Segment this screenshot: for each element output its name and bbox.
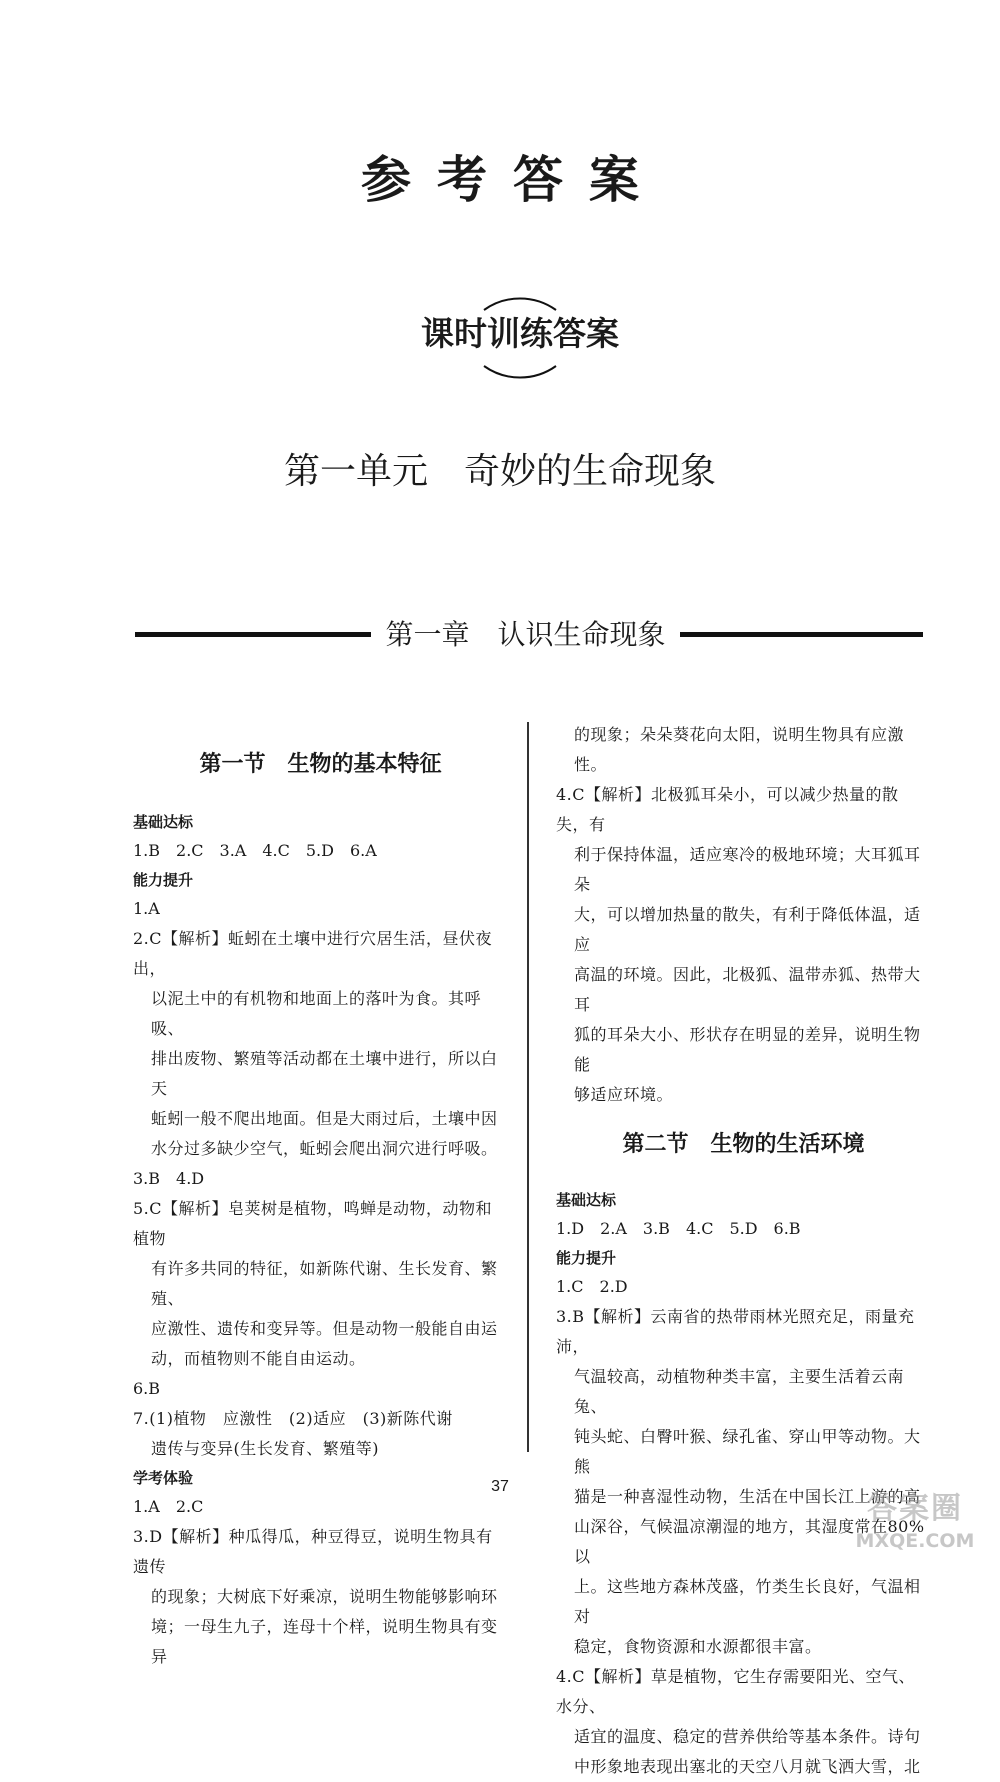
text-line: 利于保持体温，适应寒冷的极地环境；大耳狐耳朵 [574,845,921,894]
answer-paragraph [133,1522,508,1672]
page-number: 37 [491,1478,509,1495]
unit-title: 第一单元 奇妙的生命现象 [283,451,716,492]
chapter-heading [135,612,923,658]
chapter-title: 第一章 认识生命现象 [385,618,666,651]
basic-heading: 基础达标 [556,1191,617,1209]
text-line: 境；一母生九子，连母十个样，说明生物具有变异 [151,1617,498,1666]
answer-line: 6.B [133,1379,161,1398]
text-line: 7.(1)植物 应激性 (2)适应 (3)新陈代谢 [133,1409,453,1428]
answer-line: 1.C 2.D [556,1277,628,1296]
text-line: 遗传与变异(生长发育、繁殖等) [151,1439,379,1458]
text-line: 3.B【解析】云南省的热带雨林光照充足，雨量充沛， [556,1307,915,1356]
basic-answers: 1.B 2.C 3.A 4.C 5.D 6.A [133,841,377,860]
answer-paragraph [133,1404,508,1464]
text-line: 蚯蚓一般不爬出地面。但是大雨过后，土壤中因 [151,1109,498,1128]
answer-line: 3.B 4.D [133,1169,205,1188]
section-badge [400,280,640,390]
answer-line: 1.A 2.C [133,1497,204,1516]
text-line: 4.C【解析】北极狐耳朵小，可以减少热量的散失，有 [556,785,899,834]
text-line: 3.D【解析】种瓜得瓜，种豆得豆，说明生物具有遗传 [133,1527,493,1576]
text-line: 动，而植物则不能自由运动。 [151,1349,366,1368]
right-column [556,720,931,1782]
text-line: 钝头蛇、白臀叶猴、绿孔雀、穿山甲等动物。大熊 [574,1427,921,1476]
text-line: 排出废物、繁殖等活动都在土壤中进行，所以白天 [151,1049,498,1098]
text-line: 水分过多缺少空气，蚯蚓会爬出洞穴进行呼吸。 [151,1139,498,1158]
badge-title: 课时训练答案 [421,314,619,353]
text-line: 稳定，食物资源和水源都很丰富。 [574,1637,822,1656]
text-line: 气温较高，动植物种类丰富，主要生活着云南兔、 [574,1367,905,1416]
text-line: 高温的环境。因此，北极狐、温带赤狐、热带大耳 [574,965,921,1014]
section-title: 第二节 生物的生活环境 [622,1132,865,1157]
text-line: 4.C【解析】草是植物，它生存需要阳光、空气、水分、 [556,1667,916,1716]
text-line: 的现象；大树底下好乘凉，说明生物能够影响环 [151,1587,498,1606]
section-title: 第一节 生物的基本特征 [199,752,442,777]
text-line: 山深谷，气候温凉潮湿的地方，其湿度常在80%以 [574,1517,925,1566]
text-line: 5.C【解析】皂荚树是植物，鸣蝉是动物，动物和植物 [133,1199,493,1248]
exam-heading: 学考体验 [133,1469,194,1487]
text-line: 以泥土中的有机物和地面上的落叶为食。其呼吸、 [151,989,482,1038]
column-divider [527,722,529,1452]
watermark-logo-text: 答案圈 [867,1491,963,1526]
text-line: 够适应环境。 [574,1085,674,1104]
page-title: 参考答案 [361,151,665,209]
watermark-logo [830,1490,1000,1557]
left-column [133,732,508,1672]
text-line: 的现象；朵朵葵花向太阳，说明生物具有应激性。 [574,725,905,774]
text-line: 上。这些地方森林茂盛，竹类生长良好，气温相对 [574,1577,921,1626]
ability-heading: 能力提升 [133,871,194,889]
chapter-rule-right [680,632,923,637]
answer-paragraph [556,780,931,1110]
answer-paragraph [556,1662,931,1782]
basic-answers: 1.D 2.A 3.B 4.C 5.D 6.B [556,1219,801,1238]
answer-paragraph [133,924,508,1164]
text-line: 2.C【解析】蚯蚓在土壤中进行穴居生活，昼伏夜出， [133,929,493,978]
text-line: 狐的耳朵大小、形状存在明显的差异，说明生物能 [574,1025,921,1074]
answer-paragraph [133,1194,508,1374]
text-line: 大，可以增加热量的散失，有利于降低体温，适应 [574,905,921,954]
text-line: 应激性、遗传和变异等。但是动物一般能自由运 [151,1319,498,1338]
answer-line: 1.A [133,899,160,918]
text-line: 中形象地表现出塞北的天空八月就飞洒大雪，北 [574,1757,921,1776]
basic-heading: 基础达标 [133,813,194,831]
text-line: 有许多共同的特征，如新陈代谢、生长发育、繁殖、 [151,1259,498,1308]
chapter-rule-left [135,632,371,637]
text-line: 猫是一种喜湿性动物，生活在中国长江上游的高 [574,1487,921,1506]
watermark-url: MXQE.COM [855,1530,975,1552]
answer-paragraph [556,720,931,780]
ability-heading: 能力提升 [556,1249,617,1267]
text-line: 适宜的温度、稳定的营养供给等基本条件。诗句 [574,1727,921,1746]
